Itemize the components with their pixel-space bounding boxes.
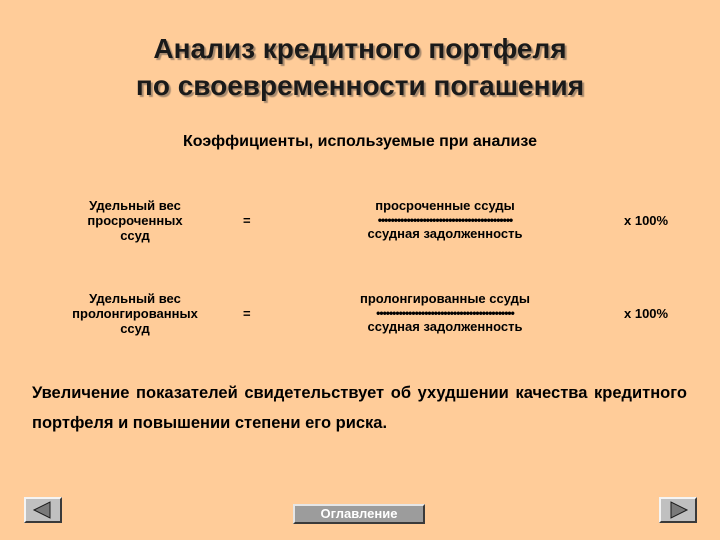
denominator: ссудная задолженность [367, 226, 523, 241]
denominator: ссудная задолженность [367, 319, 523, 334]
equals-sign: = [243, 306, 251, 321]
fraction-divider: •••••••••••••••••••••••••••••••••••••••••• [377, 213, 513, 227]
formula-label-line: Удельный вес [89, 291, 181, 306]
slide-title [0, 30, 720, 104]
triangle-right-icon [661, 499, 695, 521]
next-slide-button[interactable] [659, 497, 697, 523]
multiplier: x 100% [624, 213, 669, 228]
numerator: пролонгированные ссуды [360, 291, 530, 306]
fraction [290, 198, 600, 242]
formula-overdue [0, 198, 720, 258]
formula-prolonged [0, 291, 720, 351]
equals-sign: = [243, 213, 251, 228]
fraction [290, 291, 600, 335]
formula-label-line: ссуд [120, 321, 150, 336]
multiplier: x 100% [624, 306, 669, 321]
formula-label-line: просроченных [87, 213, 183, 228]
subtitle: Коэффициенты, используемые при анализе [183, 133, 537, 150]
fraction-divider: ••••••••••••••••••••••••••••••••••••••••••• [376, 306, 514, 320]
title-line-1: Анализ кредитного портфеля [153, 33, 567, 64]
toc-button[interactable]: Оглавление [293, 504, 425, 524]
formula-label-line: ссуд [120, 228, 150, 243]
conclusion-text: Увеличение показателей свидетельствует об ухудшении качества кредитного портфеля и повышении степени его риска. [32, 384, 687, 432]
formula-label-line: пролонгированных [72, 306, 198, 321]
title-line-2: по своевременности погашения [135, 70, 585, 101]
numerator: просроченные ссуды [375, 198, 515, 213]
formula-label-line: Удельный вес [89, 198, 181, 213]
formula-label [60, 198, 210, 243]
prev-slide-button[interactable] [24, 497, 62, 523]
formula-label [60, 291, 210, 336]
triangle-left-icon [26, 499, 60, 521]
